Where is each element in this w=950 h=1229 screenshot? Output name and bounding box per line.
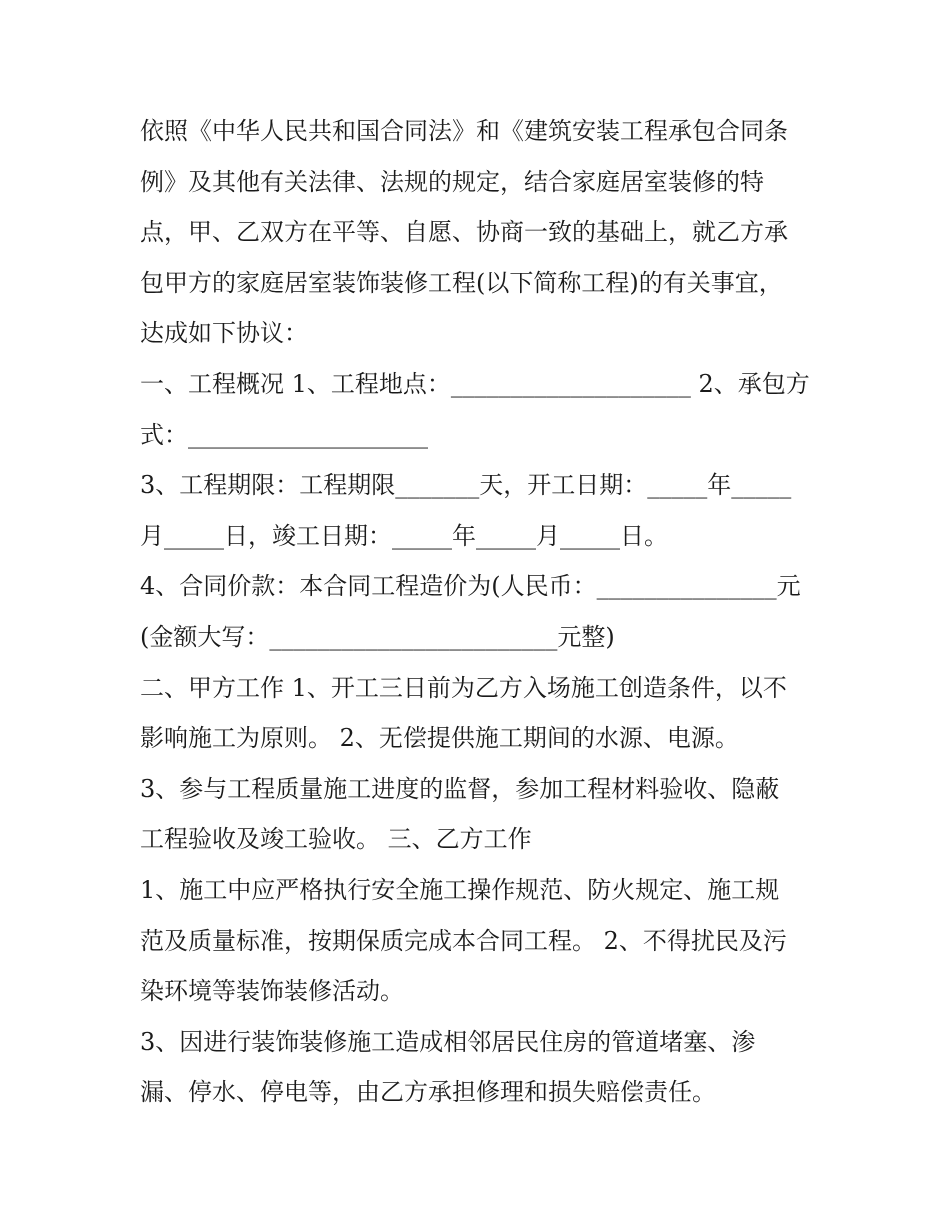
- text-line: 式：____________________: [140, 420, 428, 449]
- text-line: 依照《中华人民共和国合同法》和《建筑安装工程承包合同条: [140, 117, 788, 145]
- text-line: 范及质量标准，按期保质完成本合同工程。 2、不得扰民及污: [140, 926, 787, 955]
- text-line: 1、施工中应严格执行安全施工操作规范、防火规定、施工规: [140, 875, 780, 904]
- text-line: 3、参与工程质量施工进度的监督，参加工程材料验收、隐蔽: [140, 774, 780, 803]
- text-line: 染环境等装饰装修活动。: [140, 977, 404, 1006]
- text-line: 二、甲方工作 1、开工三日前为乙方入场施工创造条件，以不: [140, 673, 787, 702]
- text-line: (金额大写：________________________元整): [140, 622, 615, 651]
- text-line: 漏、停水、停电等，由乙方承担修理和损失赔偿责任。: [140, 1078, 716, 1107]
- text-line: 达成如下协议：: [140, 319, 308, 348]
- text-line: 工程验收及竣工验收。 三、乙方工作: [140, 825, 532, 854]
- text-line: 月_____日，竣工日期：_____年_____月_____日。: [140, 521, 668, 550]
- text-line: 点，甲、乙双方在平等、自愿、协商一致的基础上，就乙方承: [140, 218, 788, 247]
- text-line: 影响施工为原则。 2、无偿提供施工期间的水源、电源。: [140, 724, 739, 753]
- text-line: 3、工程期限：工程期限_______天，开工日期：_____年_____: [140, 471, 792, 500]
- text-line: 包甲方的家庭居室装饰装修工程(以下简称工程)的有关事宜，: [140, 268, 783, 297]
- text-line: 4、合同价款：本合同工程造价为(人民币：_______________元: [140, 572, 801, 601]
- text-line: 3、因进行装饰装修施工造成相邻居民住房的管道堵塞、渗: [140, 1027, 756, 1056]
- text-line: 例》及其他有关法律、法规的规定，结合家庭居室装修的特: [140, 167, 764, 196]
- contract-body-text: [140, 106, 820, 1118]
- text-line: 一、工程概况 1、工程地点：____________________ 2、承包方: [140, 369, 810, 398]
